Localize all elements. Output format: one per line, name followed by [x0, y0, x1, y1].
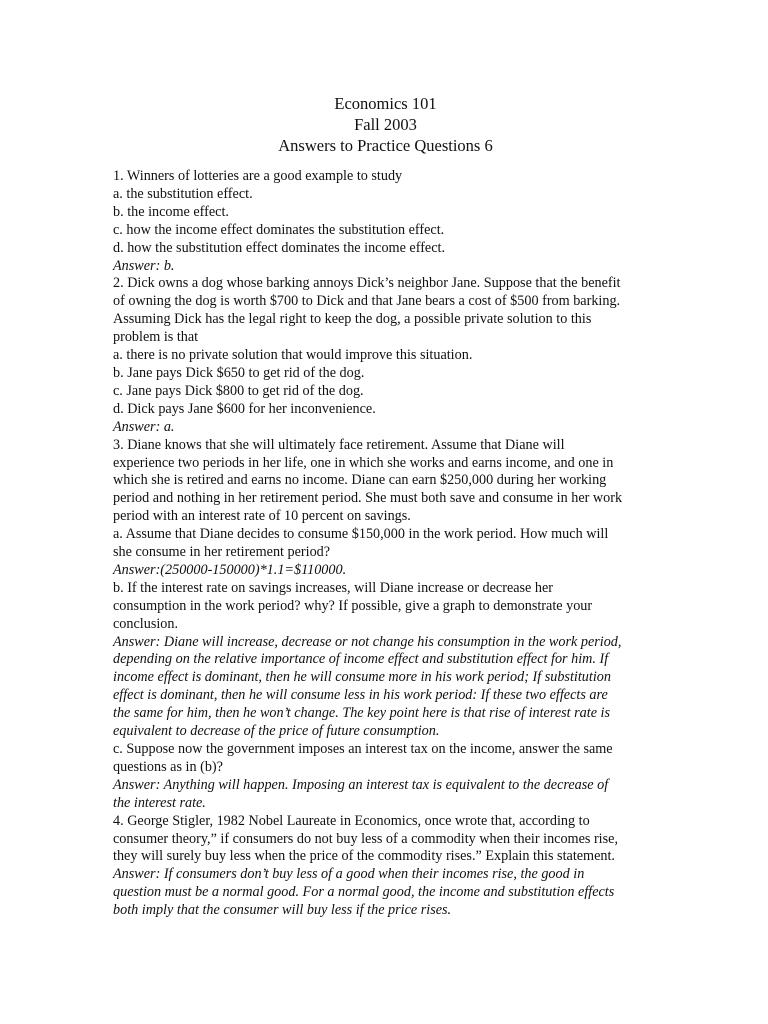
text-line: 3. Diane knows that she will ultimately face retirement. Assume that Diane will: [113, 436, 565, 453]
text-line: of owning the dog is worth $700 to Dick and that Jane bears a cost of $500 from barking.: [113, 293, 621, 310]
answer-line: question must be a normal good. For a normal good, the income and substitution effects: [113, 884, 615, 901]
text-line: b. If the interest rate on savings increases, will Diane increase or decrease her: [113, 579, 554, 596]
answer-line: depending on the relative importance of income effect and substitution effect for him. If: [113, 651, 609, 668]
answer-line: Answer: If consumers don’t buy less of a good when their incomes rise, the good in: [113, 866, 585, 883]
text-line: d. Dick pays Jane $600 for her inconvenience.: [113, 400, 376, 417]
document-page: [113, 93, 658, 920]
answer-line: income effect is dominant, then he will consume more in his work period; If substitution: [113, 669, 611, 686]
text-line: period and nothing in her retirement period. She must both save and consume in her work: [113, 490, 623, 507]
answer-line: Answer:(250000-150000)*1.1=$110000.: [113, 561, 347, 578]
text-line: problem is that: [113, 329, 199, 346]
text-line: c. Jane pays Dick $800 to get rid of the dog.: [113, 382, 364, 399]
text-line: questions as in (b)?: [113, 758, 223, 775]
text-line: consumer theory,” if consumers do not buy less of a commodity when their incomes rise,: [113, 830, 618, 847]
text-line: b. Jane pays Dick $650 to get rid of the dog.: [113, 364, 365, 381]
text-line: 1. Winners of lotteries are a good example to study: [113, 168, 403, 184]
term: Fall 2003: [354, 115, 417, 134]
answer-line: the same for him, then he won’t change. The key point here is that rise of interest rate is: [113, 705, 611, 722]
answer-line: equivalent to decrease of the price of future consumption.: [113, 723, 440, 740]
answer-line: Answer: a.: [113, 418, 175, 435]
text-line: b. the income effect.: [113, 203, 229, 220]
document-title: Answers to Practice Questions 6: [278, 136, 493, 155]
text-line: c. how the income effect dominates the substitution effect.: [113, 221, 445, 238]
text-line: c. Suppose now the government imposes an interest tax on the income, answer the same: [113, 741, 613, 757]
text-line: 2. Dick owns a dog whose barking annoys Dick’s neighbor Jane. Suppose that the benefit: [113, 275, 621, 292]
document-header: [113, 93, 658, 156]
text-line: d. how the substitution effect dominates the income effect.: [113, 239, 446, 256]
text-line: conclusion.: [113, 615, 179, 632]
text-line: she consume in her retirement period?: [113, 544, 331, 561]
document-body: [113, 168, 658, 920]
text-line: they will surely buy less when the price of the commodity rises.” Explain this statement.: [113, 848, 615, 865]
text-line: which she is retired and earns no income. Diane can earn $250,000 during her working: [113, 472, 607, 489]
text-line: experience two periods in her life, one in which she works and earns income, and one in: [113, 454, 614, 471]
answer-line: the interest rate.: [113, 794, 206, 811]
answer-line: both imply that the consumer will buy less if the price rises.: [113, 902, 452, 919]
answer-line: Answer: Diane will increase, decrease or not change his consumption in the work period,: [113, 633, 622, 650]
answer-line: Answer: b.: [113, 257, 175, 274]
answer-line: Answer: Anything will happen. Imposing an interest tax is equivalent to the decrease of: [113, 776, 609, 793]
course-title: Economics 101: [334, 94, 437, 113]
answer-line: effect is dominant, then he will consume less in his work period: If these two effects are: [113, 687, 608, 704]
text-line: period with an interest rate of 10 percent on savings.: [113, 508, 411, 525]
text-line: a. the substitution effect.: [113, 185, 253, 202]
text-line: a. Assume that Diane decides to consume $150,000 in the work period. How much will: [113, 526, 609, 543]
text-line: a. there is no private solution that would improve this situation.: [113, 347, 473, 364]
text-line: Assuming Dick has the legal right to keep the dog, a possible private solution to this: [113, 311, 592, 328]
text-line: consumption in the work period? why? If possible, give a graph to demonstrate your: [113, 597, 593, 614]
text-line: 4. George Stigler, 1982 Nobel Laureate in Economics, once wrote that, according to: [113, 812, 590, 829]
